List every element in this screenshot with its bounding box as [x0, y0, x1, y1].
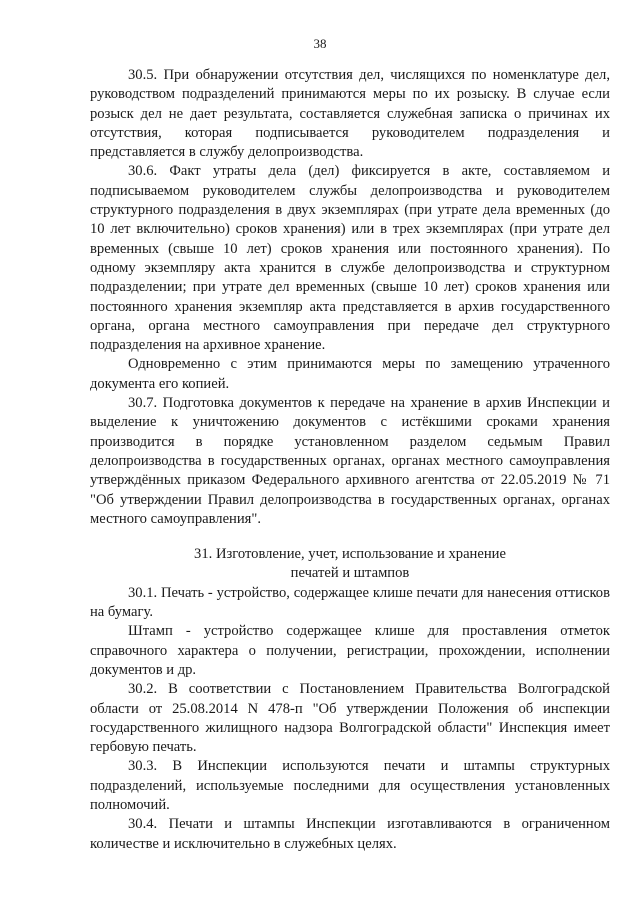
section-heading-line1: 31. Изготовление, учет, использование и хранение — [194, 546, 506, 563]
document-body — [90, 66, 610, 854]
paragraph-30-5: 30.5. При обнаружении отсутствия дел, числящихся по номенклатуре дел, руководством подразделений принимаются меры по их розыску. В случае если розыск дел не дает результата, составляется служебная записка о причинах их отсутствия, которая подписывается руководителем подразделения и представляется в службу делопроизводства. — [90, 67, 610, 161]
paragraph-30-2: 30.2. В соответствии с Постановлением Правительства Волгоградской области от 25.08.2014 N 478-п "Об утверждении Положения об инспекции государственного жилищного надзора Волгоградской области" Инспекция имеет гербовую печать. — [90, 681, 610, 756]
paragraph-30-1: 30.1. Печать - устройство, содержащее клише печати для нанесения оттисков на бумагу. — [90, 584, 610, 621]
section-heading-line2: печатей и штампов — [290, 565, 410, 582]
page-number: 38 — [313, 36, 327, 51]
paragraph-30-6: 30.6. Факт утраты дела (дел) фиксируется в акте, составляемом и подписываемом руководителем службы делопроизводства и руководителем структурного подразделения в двух экземплярах (при утрате дела временных (до 10 лет включительно) сроков хранения) или в трех экземплярах (при утрате дел временных (свыше 10 лет) сроков хранения или постоянного хранения). По одному экземпляру акта хранится в службе делопроизводства и структурном подразделении; при утрате дел временных (свыше 10 лет) сроков хранения или постоянного хранения экземпляр акта представляется в архив государственного органа, органа местного самоуправления при передаче дел структурного подразделения на архивное хранение. — [90, 163, 610, 354]
section-heading — [90, 545, 610, 584]
paragraph-stamp-definition: Штамп - устройство содержащее клише для проставления отметок справочного характера о получении, регистрации, прохождении, исполнении документов и др. — [90, 623, 610, 678]
paragraph-copy-replacement: Одновременно с этим принимаются меры по замещению утраченного документа его копией. — [90, 356, 610, 392]
paragraph-30-3: 30.3. В Инспекции используются печати и штампы структурных подразделений, используемые последними для осуществления установленных полномочий. — [90, 758, 610, 813]
paragraph-30-7: 30.7. Подготовка документов к передаче на хранение в архив Инспекции и выделение к уничтожению документов с истёкшими сроками хранения производится в порядке установленном разделом седьмым Правил делопроизводства в государственных органах, органах местного самоуправления утверждённых приказом Федерального архивного агентства от 22.05.2019 № 71 "Об утверждении Правил делопроизводства в государственных органах, органах местного самоуправления". — [90, 395, 610, 527]
paragraph-30-4: 30.4. Печати и штампы Инспекции изготавливаются в ограниченном количестве и исключительно в служебных целях. — [90, 816, 610, 852]
